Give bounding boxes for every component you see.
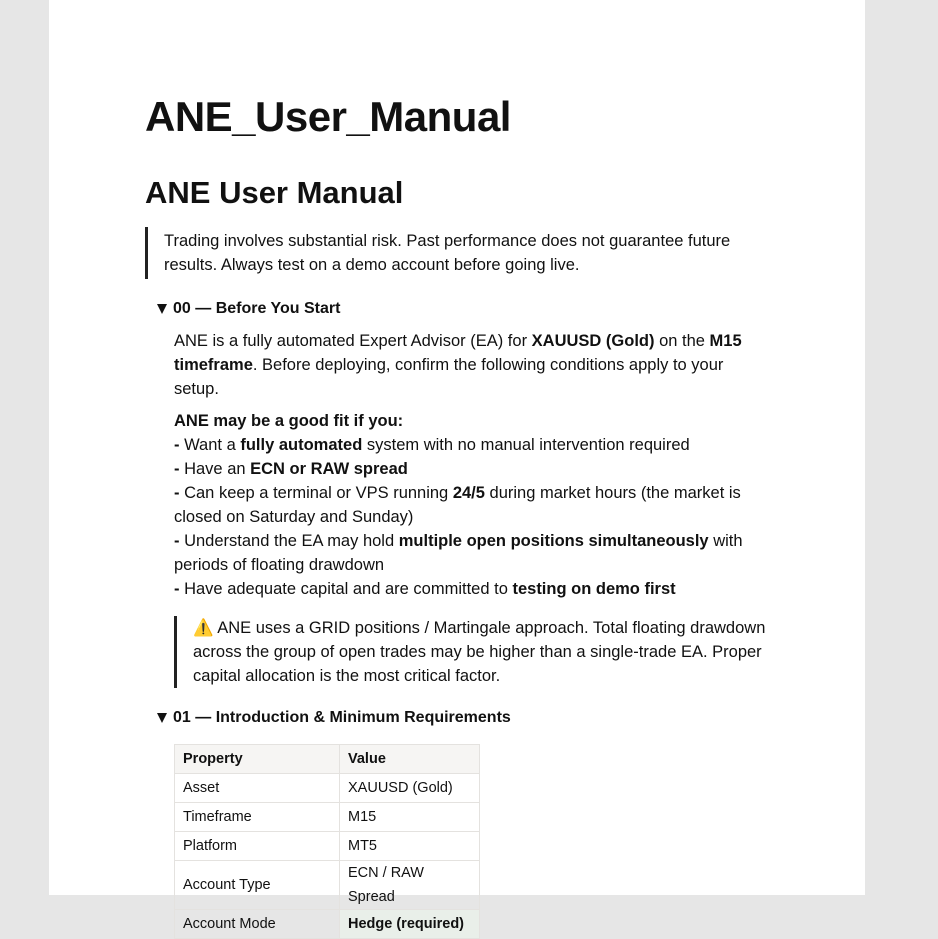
table-cell: Account Type [175,861,340,910]
item-bold: multiple open positions simultaneously [398,532,709,550]
document-page [49,0,865,932]
table-cell: XAUUSD (Gold) [340,774,480,803]
column-header-property: Property [175,745,340,774]
toggle-section-01 [145,706,770,939]
document-heading: ANE User Manual [145,175,404,210]
item-bold: 24/5 [452,484,485,502]
toggle-header-01[interactable] [145,706,770,730]
table-row [175,803,480,832]
list-item [174,481,770,529]
document-content [145,92,770,939]
item-text: Can keep a terminal or VPS running [184,484,453,502]
intro-text-1: ANE is a fully automated Expert Advisor (EA) for [174,332,532,350]
intro-text-2: on the [654,332,710,350]
section-title-01: 01 — Introduction & Minimum Requirements [173,709,511,726]
warning-text: ⚠️ ANE uses a GRID positions / Martingale approach. Total floating drawdown across the group of open trades may be higher than a single-trade EA. Proper capital allocation is the most critical factor. [193,619,766,685]
fit-heading-text: ANE may be a good fit if you: [174,412,404,430]
item-dash: - [174,532,185,550]
item-text: system with no manual intervention required [362,436,690,454]
intro-paragraph [174,329,770,401]
item-bold: fully automated [240,436,363,454]
item-dash: - [174,580,185,598]
page-title: ANE_User_Manual [145,93,511,140]
table-cell: M15 [340,803,480,832]
table-row [175,861,480,910]
item-text: Want a [184,436,241,454]
item-text: during market hours (the market is closed on Saturday and Sunday) [174,484,741,526]
toggle-body-00 [145,329,770,688]
list-item [174,457,770,481]
table-cell: Asset [175,774,340,803]
item-text: Understand the EA may hold [184,532,399,550]
list-item [174,529,770,577]
section-title-00: 00 — Before You Start [173,300,341,317]
toggle-header-00[interactable] [145,297,770,321]
item-dash: - [174,484,185,502]
triangle-down-icon[interactable] [157,304,167,314]
item-bold: ECN or RAW spread [250,460,408,478]
table-cell: ECN / RAW Spread [340,861,480,910]
fit-list [174,409,770,601]
table-cell-highlighted: Hedge (required) [340,910,480,939]
item-text: with periods of floating drawdown [174,532,743,574]
table-cell: Account Mode [175,910,340,939]
table-row [175,832,480,861]
table-cell: Timeframe [175,803,340,832]
list-item [174,577,770,601]
risk-callout-text: Trading involves substantial risk. Past performance does not guarantee future results. Always test on a demo account before going live. [164,232,731,274]
table-cell: MT5 [340,832,480,861]
table-row [175,910,480,939]
intro-bold-timeframe: M15 timeframe [174,332,742,374]
list-item [174,433,770,457]
warning-callout [174,616,770,688]
item-dash: - [174,460,185,478]
table-row [175,774,480,803]
risk-callout [145,227,770,279]
item-text: Have an [184,460,251,478]
item-text: Have adequate capital and are committed to [184,580,513,598]
intro-text-3: . Before deploying, confirm the following conditions apply to your setup. [174,356,724,398]
table-cell: Platform [175,832,340,861]
fit-heading [174,409,770,433]
item-dash: - [174,436,185,454]
toggle-section-00 [145,297,770,688]
item-bold: testing on demo first [512,580,676,598]
table-header-row [175,745,480,774]
requirements-table [174,744,480,939]
column-header-value: Value [340,745,480,774]
triangle-down-icon[interactable] [157,713,167,723]
toggle-body-01 [145,744,770,939]
intro-bold-asset: XAUUSD (Gold) [531,332,655,350]
